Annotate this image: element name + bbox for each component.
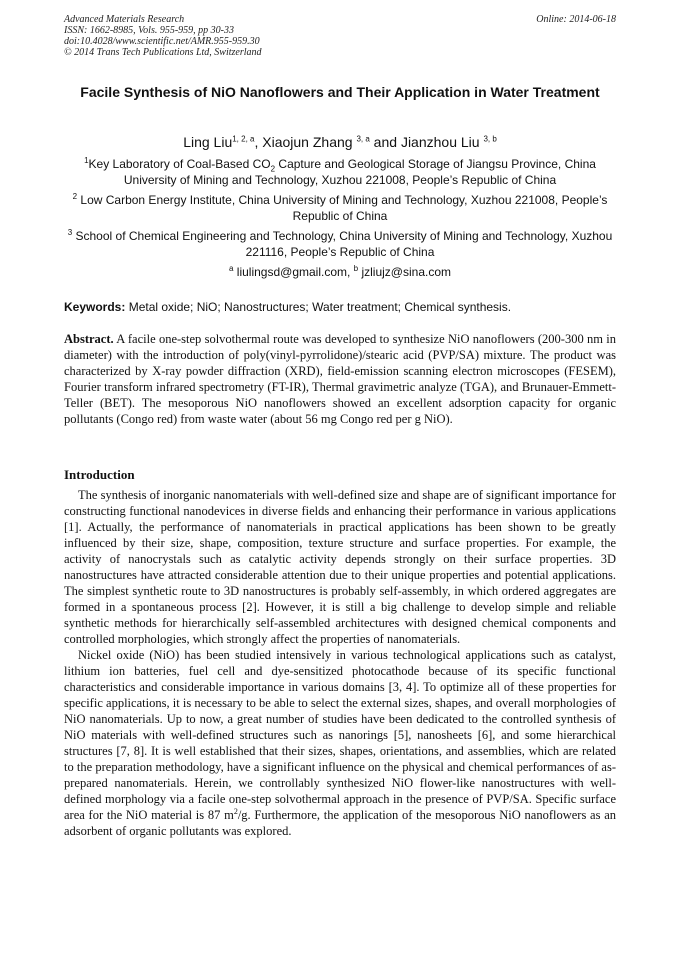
affiliation-text: Key Laboratory of Coal-Based CO	[88, 157, 271, 171]
paragraph-text: Nickel oxide (NiO) has been studied intensively in various technological applications such as catalyst, lithium ion batteries, fuel cell and dye-sensitized photocathode because of its specific functional characteristics and considerable importance in various domains [3, 4]. To optimize all of these properties for specific applications, it is necessary to be able to select the external sizes, shapes, and overall morphologies of NiO nanomaterials. Up to now, a great number of studies have been dedicated to the controlled synthesis of NiO materials with well-defined structures such as nanorings [5], nanosheets [6], and some hierarchical structures [7, 8]. It is well established that their sizes, shapes, orientations, and assemblies, which are related to the preparation methodology, have a significant influence on the physical and chemical performances of as-prepared nanomaterials. Herein, we controllably synthesized NiO flower-like nanostructures with well-defined morphology via a facile one-step solvothermal approach in the presence of PVP/SA. Specific surface area for the NiO material is 87 m	[64, 648, 616, 822]
affiliation-number: 1	[84, 156, 89, 165]
author-separator: ,	[254, 134, 263, 150]
author-name: Xiaojun Zhang	[262, 134, 353, 150]
email-mark: a	[228, 264, 234, 273]
abstract-paragraph	[64, 331, 616, 427]
keywords-text: Metal oxide; NiO; Nanostructures; Water treatment; Chemical synthesis.	[125, 300, 512, 314]
author-list	[64, 133, 616, 151]
affiliation-2	[64, 192, 616, 224]
affiliation-text: Capture and Geological Storage of Jiangsu Province, China University of Mining and Technology, Xuzhou 221008, People’s Republic of China	[123, 157, 596, 187]
email-address: liulingsd@gmail.com,	[233, 265, 354, 279]
affiliation-3	[64, 228, 616, 260]
paragraph-text: /g. Furthermore, the application of the mesoporous NiO nanoflowers as an adsorbent of organic pollutants was explored.	[64, 808, 616, 838]
paragraph: The synthesis of inorganic nanomaterials with well-defined size and shape are of significant importance for constructing functional nanodevices in diverse fields and enhancing their performance in various applications [1]. Actually, the performance of nanomaterials in practical applications has been shown to be greatly influenced by their size, shape, composition, texture structure and surface properties. For example, the activity of nanocrystals such as catalytic activity depends strongly on their surface properties. 3D nanostructures have attracted considerable attention due to their unique properties and potential applications. The simplest synthetic route to 3D nanostructures is probably self-assembly, in which ordered aggregates are formed in a spontaneous process [2]. However, it is still a big challenge to develop simple and reliable synthetic methods for hierarchically self-assembled architectures with designed chemical components and controlled morphologies, which strongly affect the properties of nanomaterials.	[64, 488, 616, 646]
affiliation-text: Low Carbon Energy Institute, China University of Mining and Technology, Xuzhou 221008, People’s Republic of China	[77, 193, 608, 223]
section-heading: Introduction	[64, 467, 135, 482]
author-affiliation-mark: 3, b	[483, 134, 497, 144]
paper-title: Facile Synthesis of NiO Nanoflowers and Their Application in Water Treatment	[80, 84, 600, 100]
affiliation-text: School of Chemical Engineering and Technology, China University of Mining and Technology, Xuzhou 221116, People’s Republic of China	[72, 229, 613, 259]
superscript: 2	[233, 806, 238, 816]
subscript: 2	[270, 164, 276, 174]
email-line	[64, 264, 616, 280]
author-name: Jianzhou Liu	[400, 134, 480, 150]
keywords	[64, 299, 616, 315]
keywords-label: Keywords:	[64, 300, 126, 314]
author-affiliation-mark: 1, 2, a	[232, 134, 255, 144]
email-address: jzliujz@sina.com	[358, 265, 451, 279]
author-affiliation-mark: 3, a	[356, 134, 370, 144]
affiliation-1	[64, 156, 616, 188]
abstract-text: A facile one-step solvothermal route was developed to synthesize NiO nanoflowers (200-300 nm in diameter) with the introduction of poly(vinyl-pyrrolidone)/stearic acid (PVP/SA) mixture. The product was characterized by X-ray powder diffraction (XRD), field-emission scanning electron microscopes (FESEM), Fourier transform infrared spectrometry (FT-IR), Thermal gravimetric analyze (TGA), and Brunauer-Emmett-Teller (BET). The mesoporous NiO nanoflowers showed an excellent adsorption capacity for organic pollutants (Congo red) from waste water (about 56 mg Congo red per g NiO).	[64, 332, 616, 426]
author-separator: and	[369, 134, 401, 150]
doi-line: doi:10.4028/www.scientific.net/AMR.955-959.30	[64, 36, 260, 47]
paragraph	[64, 647, 616, 839]
author-name: Ling Liu	[183, 134, 233, 150]
abstract-label: Abstract.	[64, 332, 114, 346]
affiliation-number: 3	[67, 228, 73, 237]
copyright-line: © 2014 Trans Tech Publications Ltd, Switzerland	[64, 47, 262, 58]
introduction-body	[64, 487, 616, 839]
issn-line: ISSN: 1662-8985, Vols. 955-959, pp 30-33	[64, 25, 234, 36]
abstract	[64, 331, 616, 427]
affiliation-number: 2	[72, 192, 78, 201]
email-mark: b	[353, 264, 359, 273]
journal-header	[64, 14, 616, 58]
online-date: Online: 2014-06-18	[536, 14, 616, 25]
journal-name: Advanced Materials Research	[64, 14, 185, 25]
